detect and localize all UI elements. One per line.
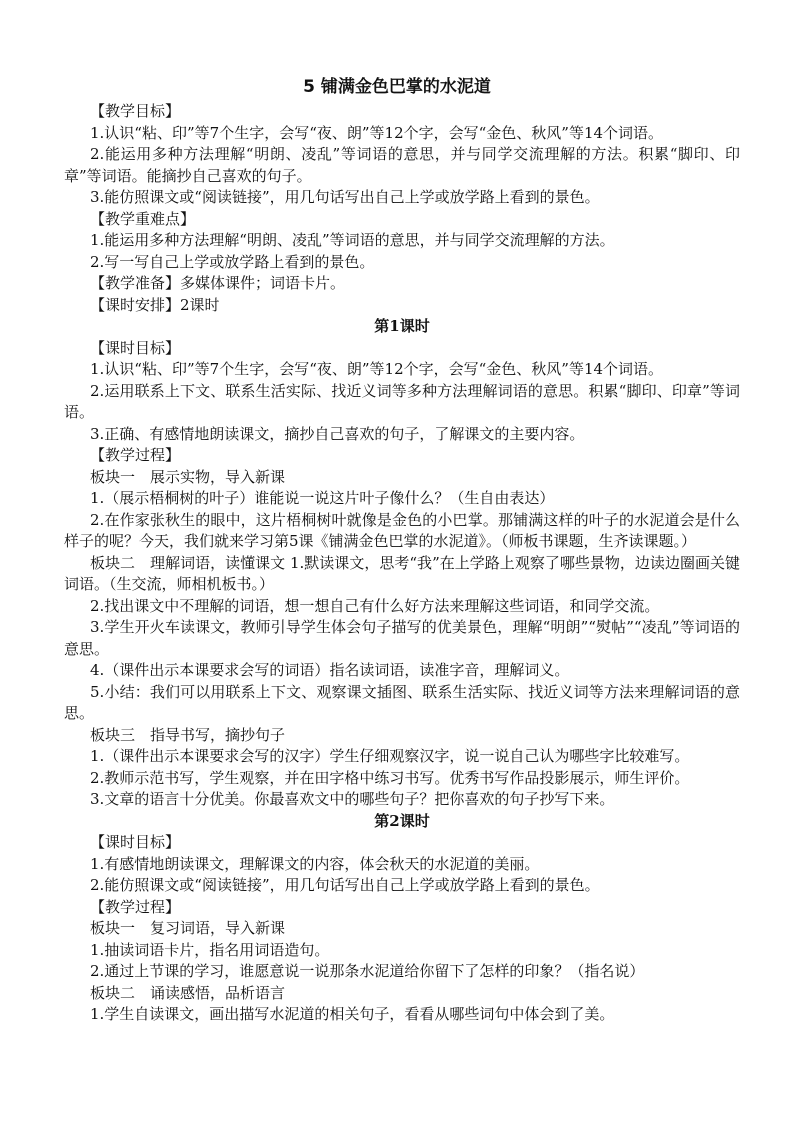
section-heading: 第1课时 (374, 317, 430, 335)
paragraph: 1.认识“粘、印”等7个生字，会写“夜、朗”等12个字，会写“金色、秋风”等14个词语。 (90, 360, 664, 378)
paragraph: 2.写一写自己上学或放学路上看到的景色。 (90, 252, 375, 271)
paragraph: 板块二 理解词语，读懂课文 1.默读课文，思考“我”在上学路上观察了哪些景物，边读边圈画关键词语。（生交流，师相机板书。） (64, 553, 740, 593)
paragraph: 1.有感情地朗读课文，理解课文的内容，体会秋天的水泥道的美丽。 (90, 854, 540, 873)
paragraph: 【课时安排】2课时 (90, 295, 220, 314)
paragraph: 2.教师示范书写，学生观察，并在田字格中练习书写。优秀书写作品投影展示，师生评价。 (90, 768, 690, 787)
section-label: 【教学重难点】 (90, 209, 196, 228)
section-label: 【教学过程】 (90, 446, 181, 464)
paragraph: 4.（课件出示本课要求会写的词语）指名读词语，读准字音，理解词义。 (90, 661, 570, 679)
section-heading: 第2课时 (374, 811, 430, 830)
document-body (64, 101, 740, 1026)
paragraph: 板块三 指导书写，摘抄句子 (90, 725, 286, 744)
section-label: 【课时目标】 (90, 338, 181, 357)
document-title: 5 铺满金色巴掌的水泥道 (303, 77, 491, 97)
paragraph: 2.通过上节课的学习，谁愿意说一说那条水泥道给你留下了怎样的印象？（指名说） (90, 962, 645, 980)
paragraph: 1.抽读词语卡片，指名用词语造句。 (90, 940, 330, 959)
paragraph: 板块一 展示实物，导入新课 (90, 467, 286, 486)
paragraph: 5.小结：我们可以用联系上下文、观察课文插图、联系生活实际、找近义词等方法来理解词语的意思。 (64, 682, 740, 722)
paragraph: 3.能仿照课文或“阅读链接”，用几句话写出自己上学或放学路上看到的景色。 (90, 188, 600, 206)
paragraph: 板块一 复习词语，导入新课 (90, 919, 286, 937)
paragraph: 1.能运用多种方法理解“明朗、凌乱”等词语的意思，并与同学交流理解的方法。 (90, 231, 615, 249)
section-label: 【教学目标】 (90, 102, 181, 120)
paragraph: 【教学准备】多媒体课件；词语卡片。 (90, 274, 346, 292)
paragraph: 2.能运用多种方法理解“明朗、凌乱”等词语的意思，并与同学交流理解的方法。积累“脚印、印章”等词语。能摘抄自己喜欢的句子。 (64, 145, 740, 185)
paragraph: 3.学生开火车读课文，教师引导学生体会句子描写的优美景色，理解“明朗”“熨帖”“凌乱”等词语的意思。 (64, 618, 740, 658)
paragraph: 2.在作家张秋生的眼中，这片梧桐树叶就像是金色的小巴掌。那铺满这样的叶子的水泥道会是什么样子的呢？今天，我们就来学习第5课《铺满金色巴掌的水泥道》。（师板书课题，生齐读课题。） (64, 510, 740, 550)
paragraph: 1.学生自读课文，画出描写水泥道的相关句子，看看从哪些词句中体会到了美。 (90, 1005, 615, 1023)
paragraph: 1.（课件出示本课要求会写的汉字）学生仔细观察汉字，说一说自己认为哪些字比较难写。 (90, 747, 690, 765)
section-label: 【课时目标】 (90, 833, 181, 851)
paragraph: 3.正确、有感情地朗读课文，摘抄自己喜欢的句子，了解课文的主要内容。 (90, 424, 585, 443)
paragraph: 2.能仿照课文或“阅读链接”，用几句话写出自己上学或放学路上看到的景色。 (90, 876, 600, 894)
paragraph: 3.文章的语言十分优美。你最喜欢文中的哪些句子？把你喜欢的句子抄写下来。 (90, 790, 615, 808)
paragraph: 板块二 诵读感悟，品析语言 (90, 983, 286, 1002)
section-label: 【教学过程】 (90, 897, 181, 916)
paragraph: 1.认识“粘、印”等7个生字，会写“夜、朗”等12个字，会写“金色、秋风”等14个词语。 (90, 123, 664, 142)
paragraph: 1.（展示梧桐树的叶子）谁能说一说这片叶子像什么？（生自由表达） (90, 489, 555, 507)
paragraph: 2.找出课文中不理解的词语，想一想自己有什么好方法来理解这些词语，和同学交流。 (90, 596, 660, 615)
paragraph: 2.运用联系上下文、联系生活实际、找近义词等多种方法理解词语的意思。积累“脚印、印章”等词语。 (64, 381, 740, 421)
